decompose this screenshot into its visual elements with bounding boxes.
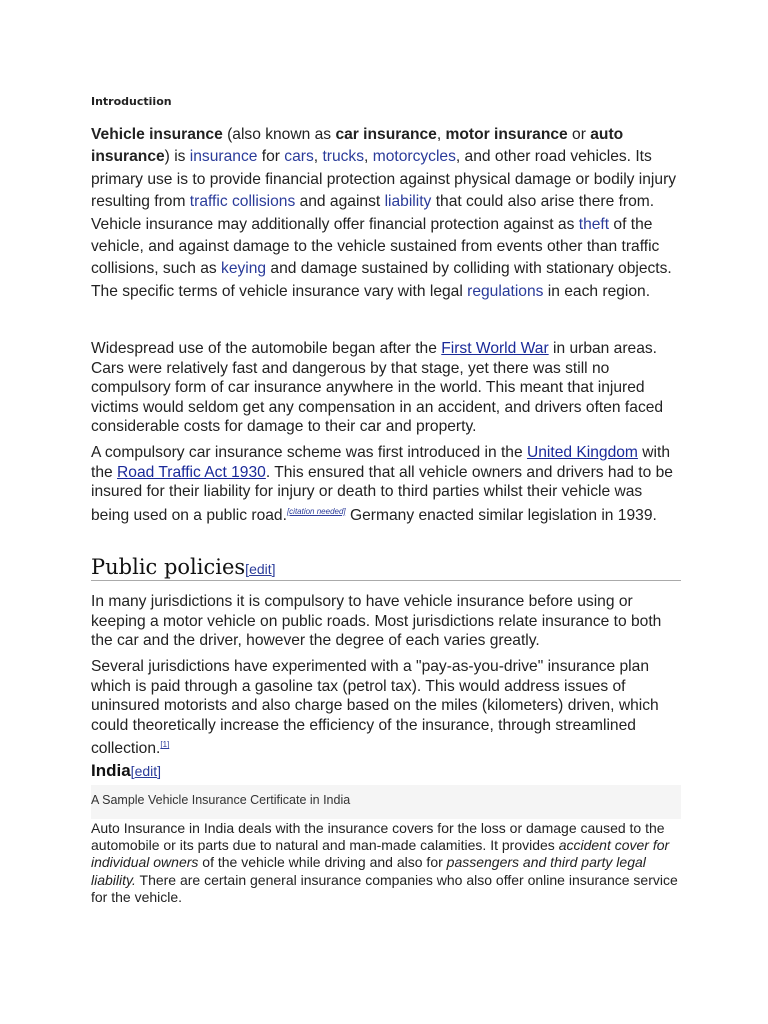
- text: with the: [91, 444, 671, 481]
- link-road-traffic-act-1930[interactable]: Road Traffic Act 1930: [117, 463, 266, 481]
- intro-heading: Introductiion: [91, 95, 172, 108]
- text: Germany enacted similar legislation in 1939.: [345, 506, 657, 524]
- link-traffic-collisions[interactable]: traffic collisions: [189, 193, 296, 211]
- bracket: ]: [157, 763, 162, 779]
- link-liability[interactable]: liability: [384, 193, 432, 211]
- edit-section-link: [245, 561, 275, 577]
- bracket: [: [245, 561, 250, 577]
- paragraph-history: [91, 339, 681, 437]
- reference-link[interactable]: [1]: [160, 740, 170, 750]
- text: Widespread use of the automobile began after the: [91, 340, 442, 357]
- link-theft[interactable]: theft: [578, 215, 610, 233]
- text: of the vehicle, and against damage to the vehicle sustained from events other than traffic collisions, such as: [91, 215, 660, 278]
- paragraph-india-auto-insurance: [91, 820, 681, 906]
- text: ,: [436, 126, 446, 143]
- text: and against: [295, 193, 385, 211]
- paragraph-compulsory-scheme: [91, 443, 681, 525]
- bracket: ]: [271, 561, 276, 577]
- text: ,: [313, 148, 323, 166]
- edit-section-link: [131, 763, 161, 779]
- text: that could also arise there from. Vehicle insurance may additionally offer financial protection against as: [91, 193, 655, 233]
- section-heading-india: [91, 761, 161, 781]
- link-first-world-war[interactable]: First World War: [441, 340, 549, 357]
- text: or: [567, 126, 591, 143]
- section-heading-public-policies: [91, 555, 681, 581]
- section-title: Public policies: [91, 555, 246, 579]
- paragraph-pay-as-you-drive: [91, 657, 681, 759]
- bold-term-car-insurance: car insurance: [335, 126, 437, 143]
- text: in urban areas. Cars were relatively fast and dangerous by that stage, yet there was still no compulsory form of car insurance anywhere in the world. This meant that injured victims would seldom get any compensation in an accident, and drivers often faced considerable costs for damage to their car and property.: [91, 340, 664, 436]
- text: Several jurisdictions have experimented with a "pay-as-you-drive" insurance plan which is paid through a gasoline tax (petrol tax). This would address issues of uninsured motorists and also charge based on the miles (kilometers) driven, which could theoretically increase the efficiency of the insurance, through streamlined collection.: [91, 658, 659, 758]
- text: ,: [364, 148, 373, 166]
- link-motorcycles[interactable]: motorcycles: [372, 148, 456, 166]
- text: ) is: [164, 148, 190, 166]
- link-united-kingdom[interactable]: United Kingdom: [526, 444, 638, 461]
- italic-text: passengers and third party legal liability.: [91, 854, 646, 888]
- text: in each region.: [543, 282, 651, 300]
- link-keying[interactable]: keying: [221, 260, 267, 278]
- italic-text: accident cover for individual owners: [91, 837, 670, 871]
- section-title: India: [91, 761, 131, 780]
- bold-term-auto-insurance: auto insurance: [91, 126, 624, 166]
- text: of the vehicle while driving and also for: [198, 854, 447, 871]
- link-cars[interactable]: cars: [284, 148, 314, 166]
- image-caption: A Sample Vehicle Insurance Certificate in India: [91, 785, 681, 819]
- text: and damage sustained by colliding with stationary objects. The specific terms of vehicle insurance vary with legal: [91, 260, 672, 300]
- link-insurance[interactable]: insurance: [189, 148, 258, 166]
- edit-link[interactable]: edit: [134, 763, 158, 779]
- text: , and other road vehicles. Its primary use is to provide financial protection against physical damage or bodily injury resulting from: [91, 148, 677, 211]
- paragraph-compulsory-jurisdictions: In many jurisdictions it is compulsory to have vehicle insurance before using or keeping a motor vehicle on public roads. Most jurisdictions relate insurance to both the car and the driver, however the degree of each varies greatly.: [91, 593, 662, 650]
- text: (also known as: [222, 126, 336, 143]
- citation-needed-link[interactable]: [citation needed]: [286, 506, 346, 516]
- bold-term-motor-insurance: motor insurance: [445, 126, 568, 143]
- bold-term-vehicle-insurance: Vehicle insurance: [91, 126, 223, 143]
- text: Auto Insurance in India deals with the insurance covers for the loss or damage caused to the automobile or its parts due to natural and man-made calamities. It provides: [91, 820, 665, 854]
- text: A compulsory car insurance scheme was first introduced in the: [91, 444, 527, 461]
- paragraph-vehicle-insurance-definition: [91, 124, 681, 303]
- link-regulations[interactable]: regulations: [467, 282, 544, 300]
- bracket: [: [130, 763, 135, 779]
- text: for: [257, 148, 285, 166]
- edit-link[interactable]: edit: [249, 561, 272, 577]
- text: There are certain general insurance companies who also offer online insurance service for the vehicle.: [91, 871, 678, 905]
- link-trucks[interactable]: trucks: [322, 148, 365, 166]
- text: . This ensured that all vehicle owners and drivers had to be insured for their liability for injury or death to third parties whilst their vehicle was being used on a public road.: [91, 463, 673, 524]
